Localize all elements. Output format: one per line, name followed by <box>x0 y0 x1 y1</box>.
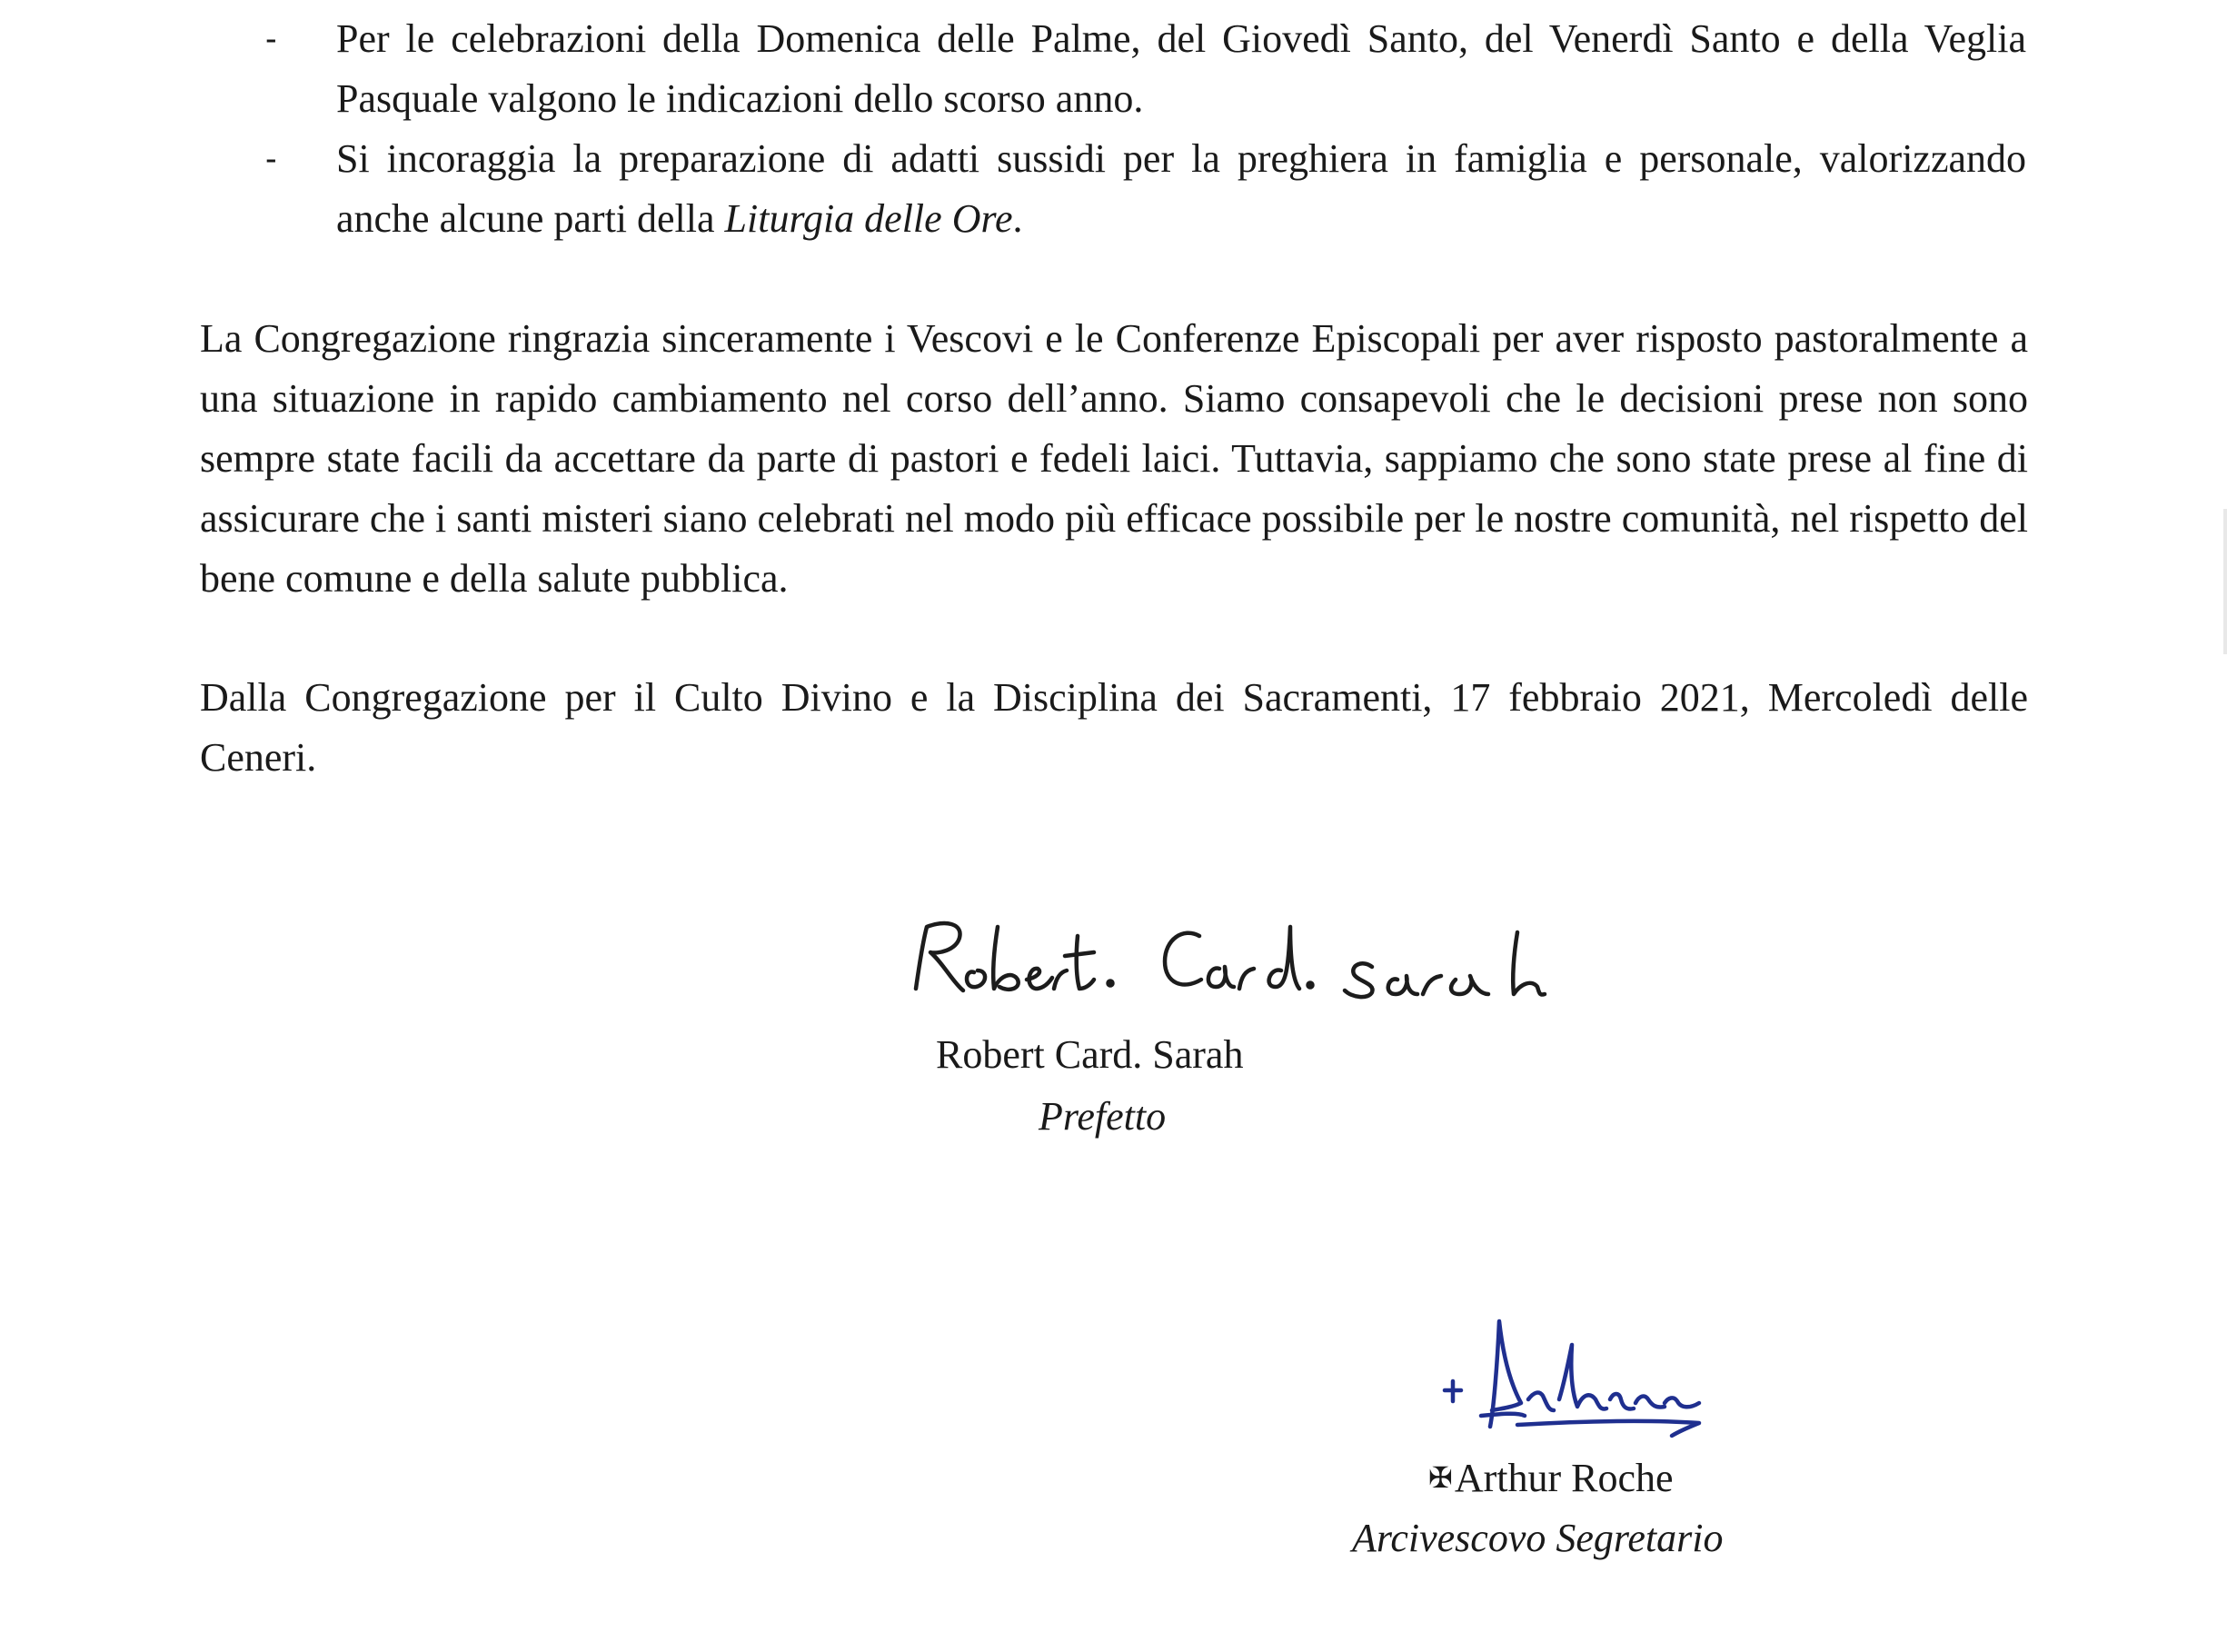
signatory-name: Robert Card. Sarah <box>936 1032 1244 1077</box>
list-item-text-end: . <box>1012 196 1023 241</box>
scan-edge <box>2223 509 2227 654</box>
list-item-text-start: Si incoraggia la preparazione di adatti sussidi per la preghiera in famiglia e personale, valorizzando anche alcune parti della <box>336 136 2026 241</box>
episcopal-cross-icon: ✠ <box>1428 1460 1453 1495</box>
signatory-name-text: Arthur Roche <box>1454 1456 1674 1500</box>
list-item <box>200 129 2026 249</box>
thanks-paragraph: La Congregazione ringrazia sinceramente i Vescovi e le Conferenze Episcopali per aver risposto pastoralmente a una situazione in rapido cambiamento nel corso dell’anno. Siamo consapevoli che le decisioni prese non sono sempre state facili da accettare da parte di pastori e fedeli laici. Tuttavia, sappiamo che sono state prese al fine di assicurare che i santi misteri siano celebrati nel modo più efficace possibile per le nostre comunità, nel rispetto del bene comune e della salute pubblica. <box>200 316 2028 601</box>
instructions-list <box>200 9 2026 249</box>
list-marker: - <box>265 140 277 178</box>
dateline-paragraph: Dalla Congregazione per il Culto Divino e la Disciplina dei Sacramenti, 17 febbraio 2021, Mercoledì delle Ceneri. <box>200 675 2028 780</box>
list-item-text: Per le celebrazioni della Domenica delle Palme, del Giovedì Santo, del Venerdì Santo e della Veglia Pasquale valgono le indicazioni dello scorso anno. <box>336 16 2026 121</box>
signatory-role: Arcivescovo Segretario <box>1352 1516 1724 1560</box>
signature-sarah <box>900 900 1599 1018</box>
list-item <box>200 9 2026 129</box>
signature-roche <box>1427 1309 1772 1454</box>
liturgy-title: Liturgia delle Ore <box>724 196 1013 241</box>
list-item-text <box>336 129 2026 249</box>
signatory-name <box>1428 1452 1674 1504</box>
signatory-role: Prefetto <box>1039 1094 1167 1139</box>
list-marker: - <box>265 20 277 58</box>
